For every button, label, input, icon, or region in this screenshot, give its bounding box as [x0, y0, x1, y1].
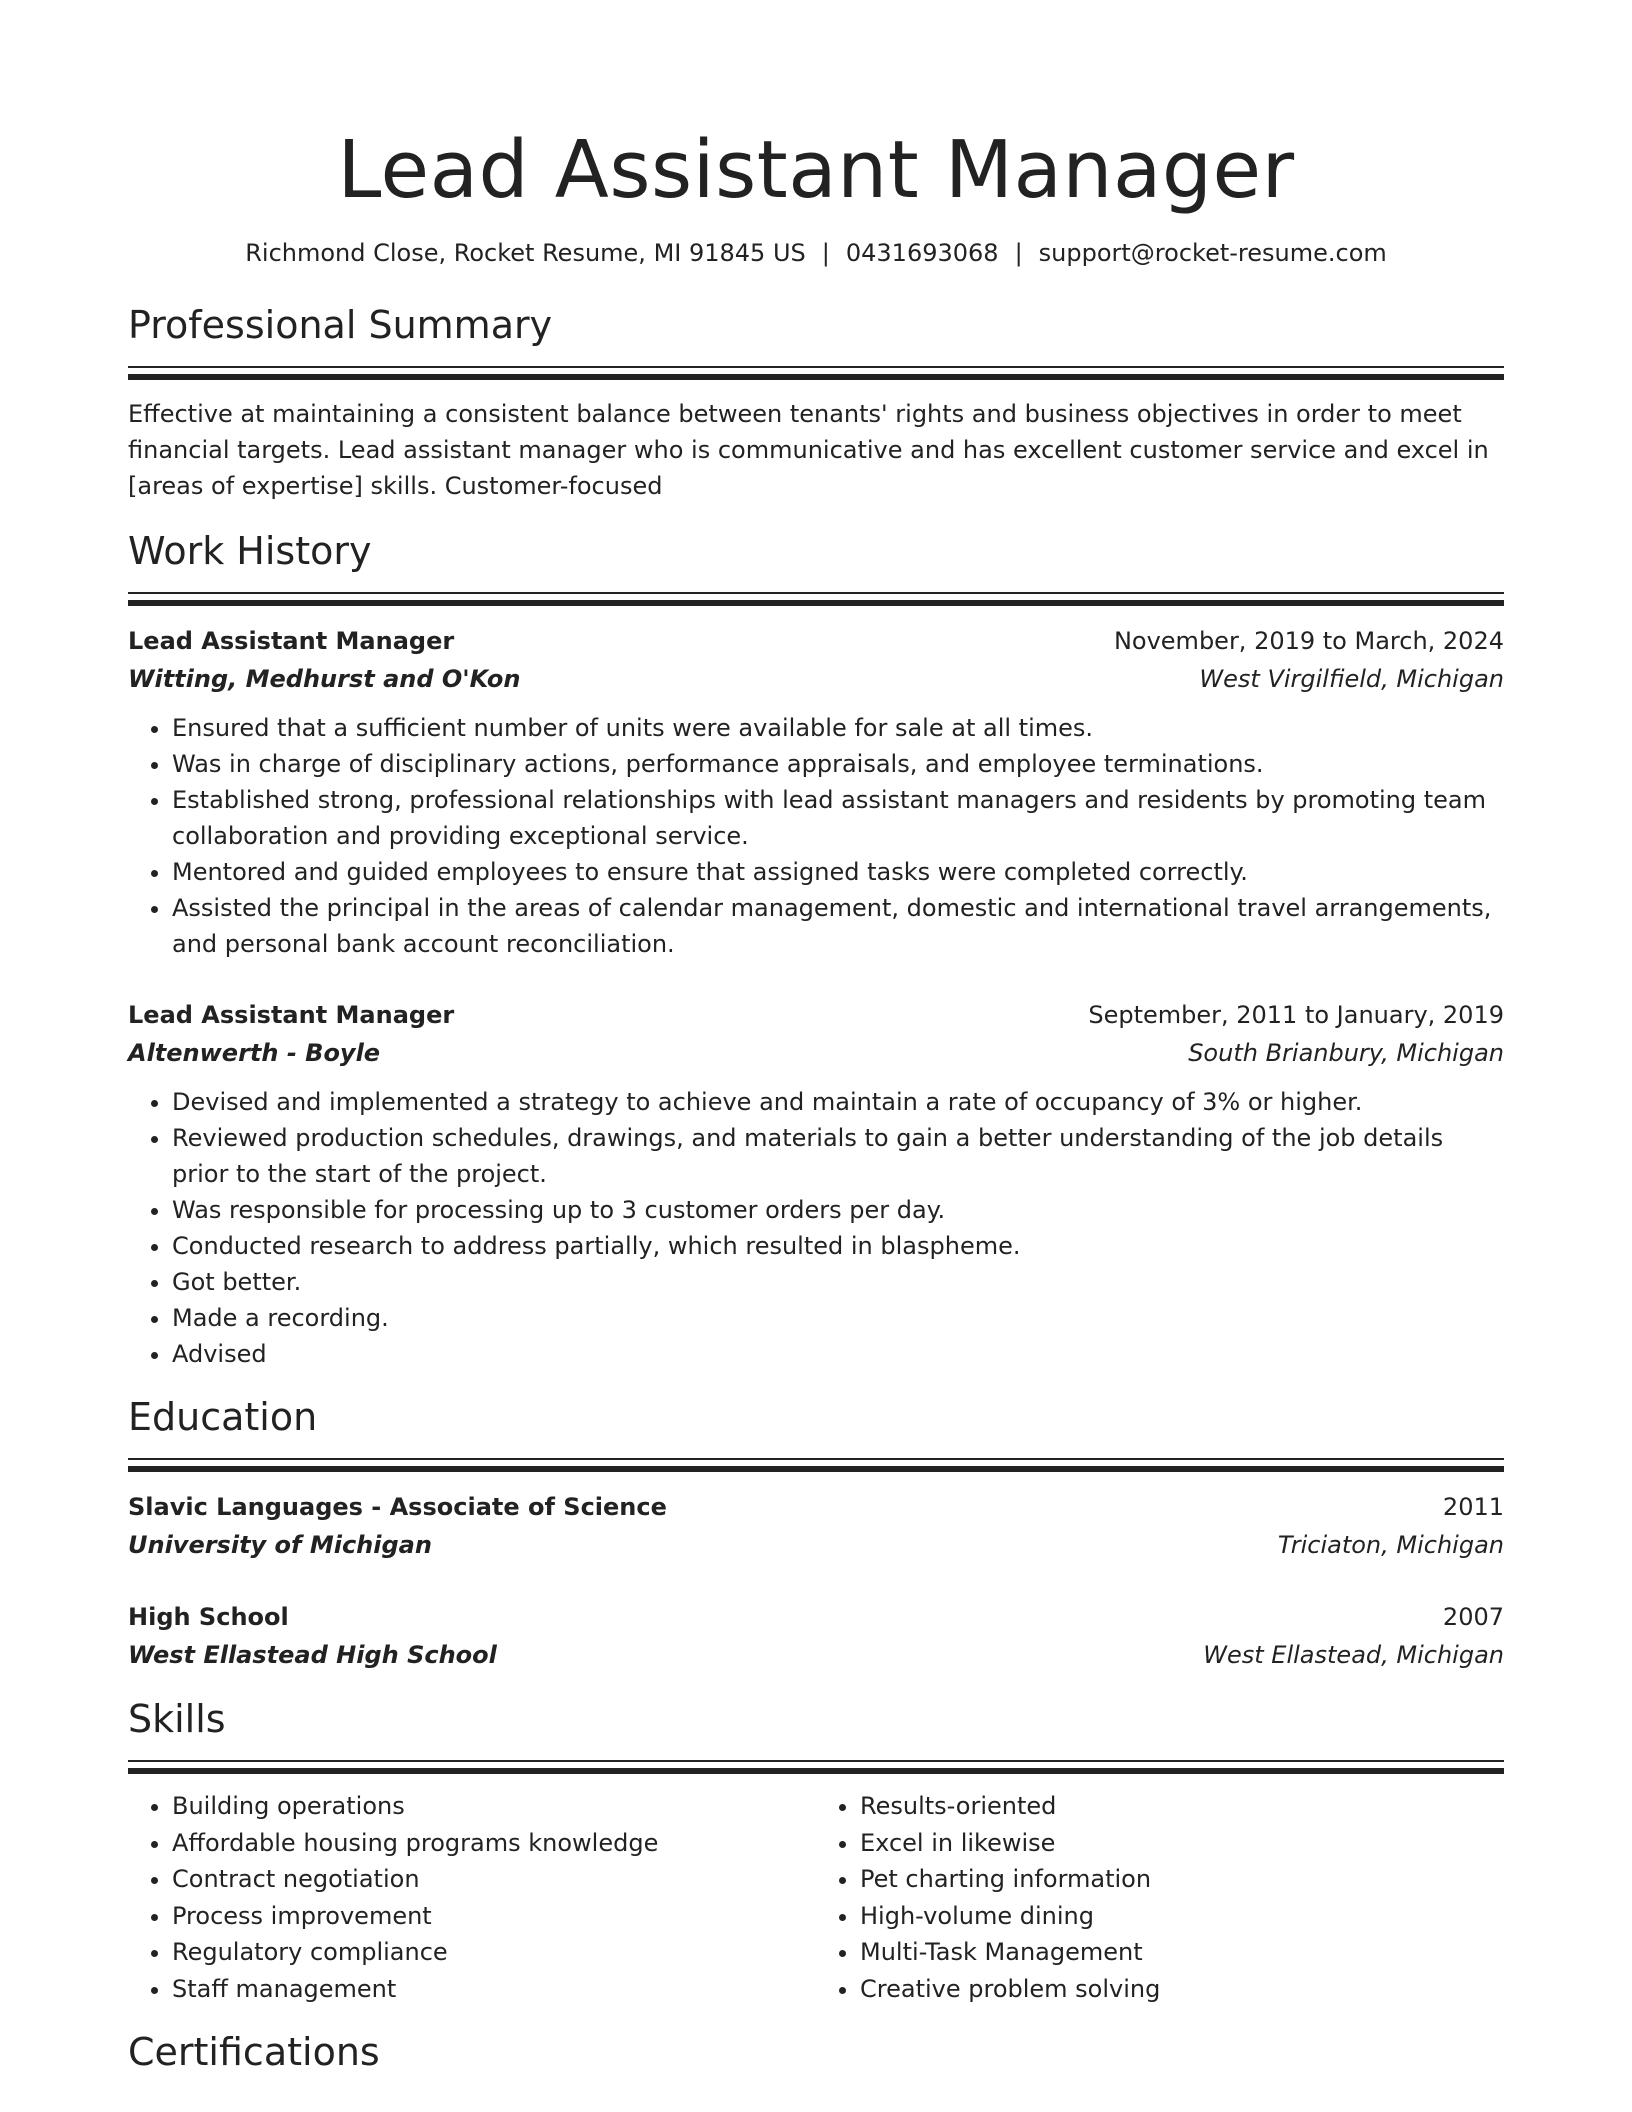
contact-separator: |	[821, 239, 830, 267]
job-role: Lead Assistant Manager	[128, 627, 455, 655]
education-section	[128, 1392, 1504, 1674]
skill-item: • Excel in likewise	[860, 1825, 1504, 1862]
education-subheader	[128, 1636, 1504, 1674]
work-history-section	[128, 526, 1504, 1372]
skill-item: • Regulatory compliance	[172, 1934, 816, 1971]
job-bullets	[128, 710, 1504, 962]
education-entry	[128, 1598, 1504, 1674]
section-divider	[128, 1458, 1504, 1472]
contact-email: support@rocket-resume.com	[1038, 239, 1387, 267]
job-company: Witting, Medhurst and O'Kon	[128, 665, 521, 693]
skills-list-left	[128, 1788, 816, 2007]
job-dates: November, 2019 to March, 2024	[1113, 627, 1504, 655]
education-school: University of Michigan	[128, 1531, 432, 1559]
resume-title: Lead Assistant Manager	[337, 124, 1295, 216]
section-heading-summary: Professional Summary	[128, 303, 553, 347]
education-location: West Ellastead, Michigan	[1203, 1641, 1504, 1669]
job-subheader	[128, 660, 1504, 698]
contact-address: Richmond Close, Rocket Resume, MI 91845 US	[245, 239, 806, 267]
section-heading-skills: Skills	[128, 1697, 226, 1741]
section-heading-education: Education	[128, 1395, 318, 1439]
skill-item: • Pet charting information	[860, 1861, 1504, 1898]
education-degree: Slavic Languages - Associate of Science	[128, 1493, 667, 1521]
skill-item: • High-volume dining	[860, 1898, 1504, 1935]
skill-item: • Results-oriented	[860, 1788, 1504, 1825]
contact-line	[128, 236, 1504, 270]
list-item: • Mentored and guided employees to ensure that assigned tasks were completed correctly.	[172, 854, 1504, 890]
section-divider	[128, 592, 1504, 606]
skills-columns	[128, 1788, 1504, 2007]
job-location: West Virgilfield, Michigan	[1199, 665, 1504, 693]
education-header	[128, 1598, 1504, 1636]
education-year: 2007	[1442, 1603, 1504, 1631]
list-item: • Advised	[172, 1336, 1504, 1372]
skills-section	[128, 1694, 1504, 2007]
job-header	[128, 622, 1504, 660]
list-item: • Was in charge of disciplinary actions, performance appraisals, and employee terminations.	[172, 746, 1504, 782]
job-subheader	[128, 1034, 1504, 1072]
section-divider	[128, 1760, 1504, 1774]
section-heading-certifications: Certifications	[128, 2030, 380, 2074]
section-heading-work-history: Work History	[128, 529, 372, 573]
education-year: 2011	[1442, 1493, 1504, 1521]
skills-list-right	[816, 1788, 1504, 2007]
job-location: South Brianbury, Michigan	[1188, 1039, 1504, 1067]
job-entry	[128, 622, 1504, 962]
job-role: Lead Assistant Manager	[128, 1001, 455, 1029]
job-company: Altenwerth - Boyle	[128, 1039, 381, 1067]
list-item: • Established strong, professional relationships with lead assistant managers and residents by promoting team collaboration and providing exceptional service.	[172, 782, 1504, 854]
contact-phone: 0431693068	[845, 239, 999, 267]
skill-item: • Building operations	[172, 1788, 816, 1825]
education-location: Triciaton, Michigan	[1277, 1531, 1504, 1559]
list-item: • Assisted the principal in the areas of calendar management, domestic and international travel arrangements, and personal bank account reconciliation.	[172, 890, 1504, 962]
list-item: • Ensured that a sufficient number of units were available for sale at all times.	[172, 710, 1504, 746]
list-item: • Was responsible for processing up to 3 customer orders per day.	[172, 1192, 1504, 1228]
list-item: • Reviewed production schedules, drawings, and materials to gain a better understanding of the job details prior to the start of the project.	[172, 1120, 1504, 1192]
list-item: • Conducted research to address partially, which resulted in blaspheme.	[172, 1228, 1504, 1264]
education-header	[128, 1488, 1504, 1526]
skill-item: • Contract negotiation	[172, 1861, 816, 1898]
education-degree: High School	[128, 1603, 289, 1631]
skill-item: • Creative problem solving	[860, 1971, 1504, 2008]
job-entry	[128, 996, 1504, 1372]
skill-item: • Affordable housing programs knowledge	[172, 1825, 816, 1862]
list-item: • Made a recording.	[172, 1300, 1504, 1336]
job-dates: September, 2011 to January, 2019	[1088, 1001, 1504, 1029]
job-bullets	[128, 1084, 1504, 1372]
certifications-section	[128, 2027, 1504, 2077]
section-divider	[128, 366, 1504, 380]
education-school: West Ellastead High School	[128, 1641, 497, 1669]
list-item: • Got better.	[172, 1264, 1504, 1300]
list-item: • Devised and implemented a strategy to achieve and maintain a rate of occupancy of 3% or higher.	[172, 1084, 1504, 1120]
education-entry	[128, 1488, 1504, 1564]
skill-item: • Staff management	[172, 1971, 816, 2008]
education-subheader	[128, 1526, 1504, 1564]
summary-section	[128, 300, 1504, 504]
skill-item: • Multi-Task Management	[860, 1934, 1504, 1971]
summary-text: Effective at maintaining a consistent balance between tenants' rights and business objectives in order to meet financial targets. Lead assistant manager who is communicative and has excellent customer service and excel in [areas of expertise] skills. Customer-focused	[128, 400, 1489, 500]
contact-separator: |	[1014, 239, 1023, 267]
skill-item: • Process improvement	[172, 1898, 816, 1935]
job-header	[128, 996, 1504, 1034]
